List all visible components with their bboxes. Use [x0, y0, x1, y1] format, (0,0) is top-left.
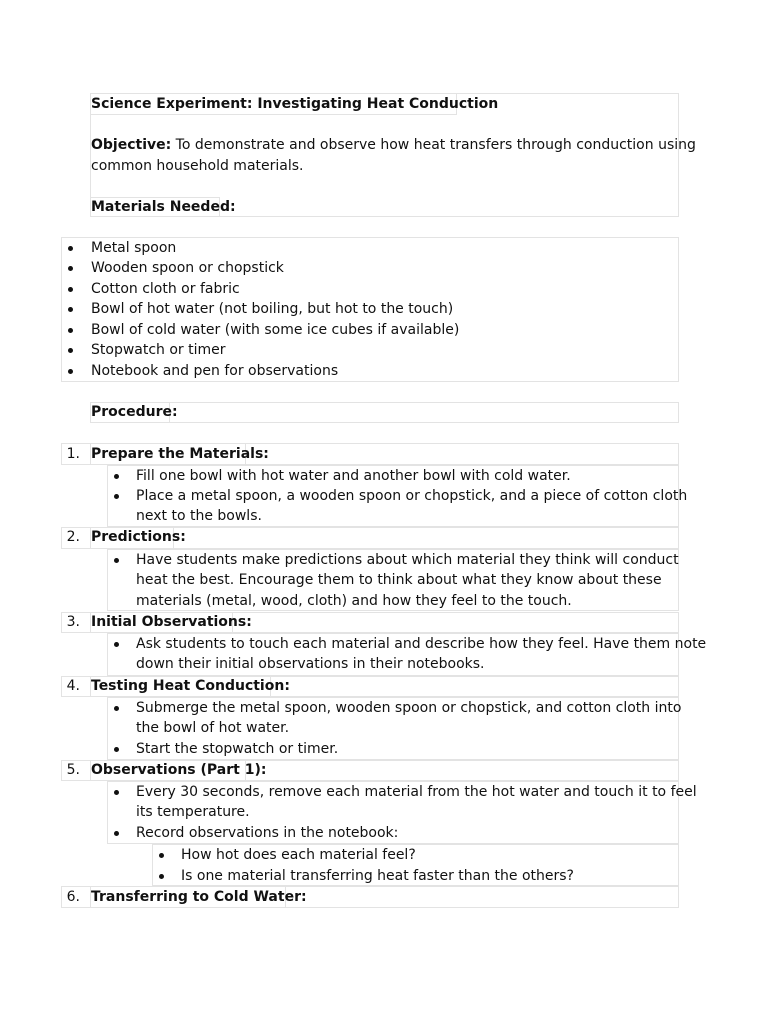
- step-item-line: Start the stopwatch or timer.: [136, 741, 339, 757]
- bullet-icon: [68, 307, 73, 312]
- bullet-icon: [114, 790, 119, 795]
- bullet-icon: [68, 348, 73, 353]
- bullet-icon: [68, 287, 73, 292]
- bullet-icon: [68, 266, 73, 271]
- bullet-icon: [114, 494, 119, 499]
- objective-label: Objective:: [91, 137, 172, 153]
- material-item: Cotton cloth or fabric: [91, 281, 240, 297]
- step-item-line: Submerge the metal spoon, wooden spoon or chopstick, and cotton cloth into: [136, 700, 682, 716]
- bullet-icon: [114, 747, 119, 752]
- bullet-icon: [68, 246, 73, 251]
- step-item-line: down their initial observations in their notebooks.: [136, 656, 485, 672]
- material-item: Wooden spoon or chopstick: [91, 260, 284, 276]
- bullet-icon: [114, 642, 119, 647]
- step-number: 4.: [66, 678, 80, 694]
- bullet-icon: [68, 369, 73, 374]
- step-title: Prepare the Materials:: [91, 446, 269, 462]
- material-item: Stopwatch or timer: [91, 342, 226, 358]
- bullet-icon: [159, 874, 164, 879]
- step-item-line: its temperature.: [136, 804, 250, 820]
- bullet-icon: [114, 706, 119, 711]
- step-item-line: Every 30 seconds, remove each material from the hot water and touch it to feel: [136, 784, 697, 800]
- materials-heading: Materials Needed:: [91, 199, 236, 215]
- material-item: Bowl of cold water (with some ice cubes if available): [91, 322, 460, 338]
- step-title: Initial Observations:: [91, 614, 252, 630]
- objective-text: To demonstrate and observe how heat transfers through conduction using: [171, 137, 696, 153]
- step-item-line: next to the bowls.: [136, 508, 262, 524]
- step-item-line: Fill one bowl with hot water and another bowl with cold water.: [136, 468, 571, 484]
- objective-line-2: common household materials.: [91, 158, 304, 174]
- material-item: Bowl of hot water (not boiling, but hot to the touch): [91, 301, 454, 317]
- step-number: 3.: [66, 614, 80, 630]
- step-title: Transferring to Cold Water:: [91, 889, 307, 905]
- material-item: Notebook and pen for observations: [91, 363, 339, 379]
- step-subitem: How hot does each material feel?: [181, 847, 416, 863]
- bullet-icon: [159, 853, 164, 858]
- material-item: Metal spoon: [91, 240, 177, 256]
- step-item-line: Record observations in the notebook:: [136, 825, 399, 841]
- objective-line-1: [91, 135, 696, 155]
- step-title: Observations (Part 1):: [91, 762, 267, 778]
- step-item-line: the bowl of hot water.: [136, 720, 290, 736]
- bullet-icon: [114, 474, 119, 479]
- step-number: 5.: [66, 762, 80, 778]
- step-title: Predictions:: [91, 529, 186, 545]
- step-subitem: Is one material transferring heat faster than the others?: [181, 868, 574, 884]
- step-title: Testing Heat Conduction:: [91, 678, 290, 694]
- step-item-line: Have students make predictions about which material they think will conduct: [136, 552, 679, 568]
- step-number: 2.: [66, 529, 80, 545]
- step-number: 1.: [66, 446, 80, 462]
- step-item-line: Place a metal spoon, a wooden spoon or chopstick, and a piece of cotton cloth: [136, 488, 688, 504]
- bullet-icon: [114, 831, 119, 836]
- procedure-heading-row: [90, 402, 679, 423]
- document-title: Science Experiment: Investigating Heat Conduction: [91, 96, 499, 112]
- step-item-line: heat the best. Encourage them to think about what they know about these: [136, 572, 662, 588]
- step-number: 6.: [66, 889, 80, 905]
- step-item-line: materials (metal, wood, cloth) and how they feel to the touch.: [136, 593, 572, 609]
- step-item-line: Ask students to touch each material and describe how they feel. Have them note: [136, 636, 707, 652]
- bullet-icon: [68, 328, 73, 333]
- bullet-icon: [114, 558, 119, 563]
- procedure-heading: Procedure:: [91, 404, 178, 420]
